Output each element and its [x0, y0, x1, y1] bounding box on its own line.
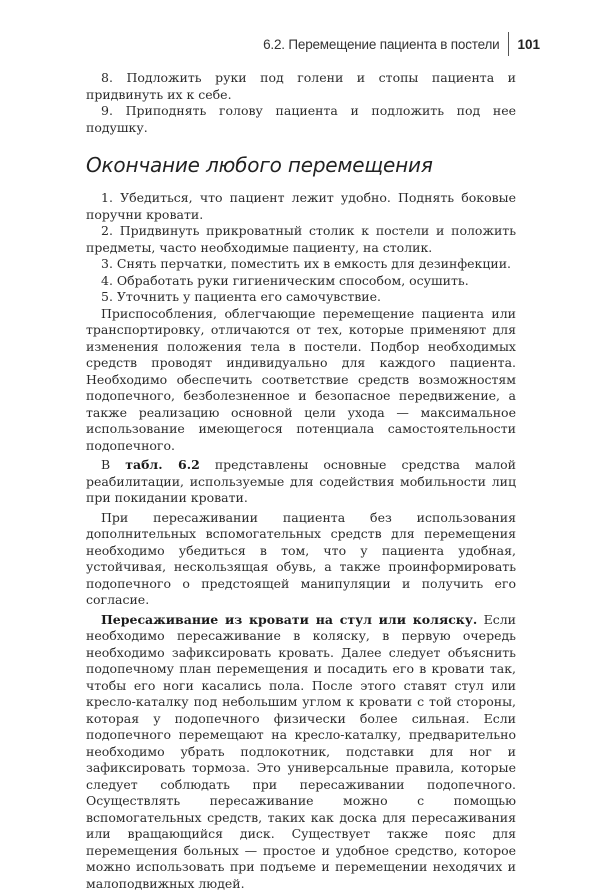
running-header	[263, 34, 540, 54]
paragraph-transfer: При пересаживании пациента без использования дополнительных вспомогательных средств для перемещения необходимо убедиться в том, что у пациента удобная, устойчивая, нескользящая обувь, а также проинформировать подопечного о предстоящей манипуляции и получить его согласие.	[86, 510, 516, 609]
running-title: 6.2. Перемещение пациента в постели	[263, 37, 499, 52]
list-item: 5. Уточнить у пациента его самочувствие.	[86, 289, 516, 306]
subheading-bed-to-chair: Пересаживание из кровати на стул или коляску.	[101, 612, 477, 627]
list-item: 9. Приподнять голову пациента и подложить под нее подушку.	[86, 103, 516, 136]
header-divider	[508, 32, 509, 56]
page-number: 101	[517, 37, 540, 52]
list-item: 2. Придвинуть прикроватный столик к постели и положить предметы, часто необходимые пациенту, на столик.	[86, 223, 516, 256]
list-item: 8. Подложить руки под голени и стопы пациента и придвинуть их к себе.	[86, 70, 516, 103]
paragraph-text: представлены основные средства малой реабилитации, используемые для содействия мобильности лиц при покидании кровати.	[86, 457, 516, 505]
page-body	[86, 70, 516, 892]
table-reference: табл. 6.2	[125, 457, 200, 472]
section-heading: Окончание любого перемещения	[86, 152, 516, 178]
paragraph-table-reference	[86, 457, 516, 507]
paragraph-bed-to-chair	[86, 612, 516, 892]
paragraph-aids: Приспособления, облегчающие перемещение пациента или транспортировку, отличаются от тех, которые применяют для изменения положения тела в постели. Подбор необходимых средств проводят индивидуально для каждого пациента. Необходимо обеспечить соответствие средств возможностям подопечного, безболезненное и безопасное передвижение, а также реализацию основной цели ухода — максимальное использование имеющегося потенциала самостоятельности подопечного.	[86, 306, 516, 455]
list-item: 3. Снять перчатки, поместить их в емкость для дезинфекции.	[86, 256, 516, 273]
list-item: 4. Обработать руки гигиеническим способом, осушить.	[86, 273, 516, 290]
paragraph-text: В	[101, 457, 125, 472]
list-item: 1. Убедиться, что пациент лежит удобно. Поднять боковые поручни кровати.	[86, 190, 516, 223]
paragraph-text: Если необходимо пересаживание в коляску, в первую очередь необходимо зафиксировать кровать. Далее следует объяснить подопечному план перемещения и посадить его в кровати так, чтобы его ноги касались пола. После этого ставят стул или кресло-каталку под небольшим углом к кровати с той стороны, которая у подопечного физически более сильная. Если подопечного перемещают на кресло-каталку, предварительно необходимо убрать подлокотник, подставки для ног и зафиксировать тормоза. Это универсальные правила, которые следует соблюдать при пересаживании подопечного. Осуществлять пересаживание можно с помощью вспомогательных средств, таких как доска для пересаживания или вращающийся диск. Существует также пояс для перемещения больных — простое и удобное средство, которое можно использовать при подъеме и перемещении неходячих и малоподвижных людей.	[86, 612, 516, 891]
